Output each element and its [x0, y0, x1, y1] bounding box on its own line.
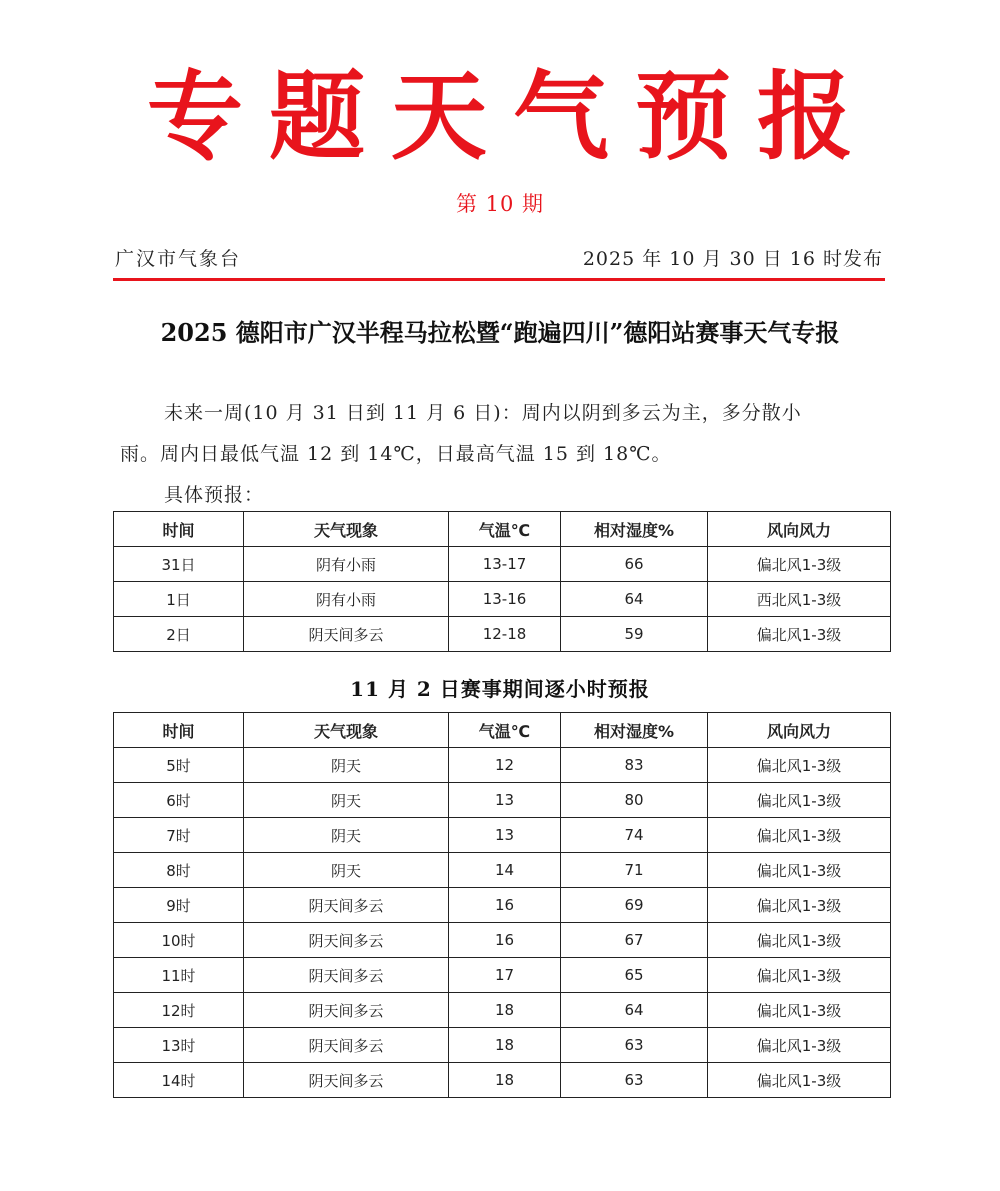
cell-temperature: 13 — [449, 783, 561, 818]
issue-number: 第 10 期 — [455, 192, 545, 216]
cell-wind: 偏北风1-3级 — [708, 1028, 891, 1063]
cell-wind: 偏北风1-3级 — [708, 818, 891, 853]
table-row — [114, 1063, 891, 1098]
cell-time: 6时 — [114, 783, 244, 818]
cell-wind: 偏北风1-3级 — [708, 923, 891, 958]
table-row — [114, 853, 891, 888]
table-row — [114, 888, 891, 923]
header-time: 时间 — [114, 713, 244, 748]
body-line-1: 未来一周(10 月 31 日到 11 月 6 日)：周内以阴到多云为主，多分散小 — [164, 402, 802, 424]
cell-time: 1日 — [114, 582, 244, 617]
cell-weather: 阴天间多云 — [244, 1063, 449, 1098]
cell-wind: 偏北风1-3级 — [708, 888, 891, 923]
masthead-char: 专 — [147, 61, 243, 173]
cell-weather: 阴天 — [244, 783, 449, 818]
masthead-char: 报 — [757, 61, 853, 173]
cell-humidity: 59 — [561, 617, 708, 652]
cell-temperature: 17 — [449, 958, 561, 993]
cell-time: 12时 — [114, 993, 244, 1028]
body-line-2: 雨。周内日最低气温 12 到 14℃，日最高气温 15 到 18℃。 — [120, 443, 672, 465]
header-wind: 风向风力 — [708, 512, 891, 547]
cell-humidity: 67 — [561, 923, 708, 958]
cell-humidity: 66 — [561, 547, 708, 582]
cell-weather: 阴天间多云 — [244, 993, 449, 1028]
cell-temperature: 18 — [449, 1028, 561, 1063]
cell-wind: 偏北风1-3级 — [708, 958, 891, 993]
cell-weather: 阴天间多云 — [244, 617, 449, 652]
cell-time: 2日 — [114, 617, 244, 652]
hourly-forecast-table — [113, 712, 891, 1098]
table-row — [114, 547, 891, 582]
cell-humidity: 63 — [561, 1028, 708, 1063]
cell-temperature: 18 — [449, 1063, 561, 1098]
weekly-forecast-table — [113, 511, 891, 652]
cell-humidity: 74 — [561, 818, 708, 853]
cell-wind: 偏北风1-3级 — [708, 853, 891, 888]
table-header-row — [114, 713, 891, 748]
cell-temperature: 16 — [449, 888, 561, 923]
cell-humidity: 64 — [561, 993, 708, 1028]
release-time: 2025 年 10 月 30 日 16 时发布 — [582, 248, 883, 270]
cell-temperature: 13-17 — [449, 547, 561, 582]
cell-temperature: 12-18 — [449, 617, 561, 652]
cell-time: 11时 — [114, 958, 244, 993]
cell-wind: 西北风1-3级 — [708, 582, 891, 617]
cell-weather: 阴有小雨 — [244, 547, 449, 582]
cell-temperature: 14 — [449, 853, 561, 888]
cell-humidity: 63 — [561, 1063, 708, 1098]
table-header-row — [114, 512, 891, 547]
table-row — [114, 923, 891, 958]
cell-wind: 偏北风1-3级 — [708, 1063, 891, 1098]
cell-humidity: 69 — [561, 888, 708, 923]
cell-temperature: 18 — [449, 993, 561, 1028]
cell-humidity: 71 — [561, 853, 708, 888]
header-temperature: 气温℃ — [449, 713, 561, 748]
cell-weather: 阴天间多云 — [244, 1028, 449, 1063]
cell-time: 7时 — [114, 818, 244, 853]
header-humidity: 相对湿度% — [561, 512, 708, 547]
header-weather: 天气现象 — [244, 713, 449, 748]
table-row — [114, 748, 891, 783]
cell-wind: 偏北风1-3级 — [708, 783, 891, 818]
masthead-char: 预 — [635, 61, 731, 173]
cell-time: 5时 — [114, 748, 244, 783]
issuer-row — [113, 244, 883, 274]
header-time: 时间 — [114, 512, 244, 547]
masthead-char: 气 — [513, 61, 609, 173]
masthead-char: 题 — [269, 61, 365, 173]
cell-wind: 偏北风1-3级 — [708, 547, 891, 582]
cell-time: 31日 — [114, 547, 244, 582]
cell-time: 14时 — [114, 1063, 244, 1098]
cell-time: 9时 — [114, 888, 244, 923]
cell-weather: 阴天间多云 — [244, 923, 449, 958]
table-row — [114, 993, 891, 1028]
table-row — [114, 617, 891, 652]
cell-weather: 阴天间多云 — [244, 958, 449, 993]
cell-temperature: 13-16 — [449, 582, 561, 617]
cell-time: 13时 — [114, 1028, 244, 1063]
table-row — [114, 1028, 891, 1063]
masthead-char: 天 — [391, 61, 487, 173]
cell-time: 8时 — [114, 853, 244, 888]
red-divider — [113, 278, 885, 281]
cell-temperature: 13 — [449, 818, 561, 853]
masthead-title — [0, 62, 1000, 172]
cell-weather: 阴有小雨 — [244, 582, 449, 617]
cell-humidity: 80 — [561, 783, 708, 818]
table-row — [114, 582, 891, 617]
issuer-name: 广汉市气象台 — [115, 248, 242, 270]
table-row — [114, 818, 891, 853]
cell-weather: 阴天 — [244, 853, 449, 888]
cell-wind: 偏北风1-3级 — [708, 993, 891, 1028]
header-weather: 天气现象 — [244, 512, 449, 547]
cell-weather: 阴天间多云 — [244, 888, 449, 923]
header-wind: 风向风力 — [708, 713, 891, 748]
cell-weather: 阴天 — [244, 748, 449, 783]
cell-humidity: 64 — [561, 582, 708, 617]
cell-wind: 偏北风1-3级 — [708, 748, 891, 783]
body-line-3: 具体预报： — [164, 484, 265, 506]
cell-wind: 偏北风1-3级 — [708, 617, 891, 652]
cell-weather: 阴天 — [244, 818, 449, 853]
table-row — [114, 958, 891, 993]
header-temperature: 气温℃ — [449, 512, 561, 547]
header-humidity: 相对湿度% — [561, 713, 708, 748]
cell-humidity: 83 — [561, 748, 708, 783]
cell-humidity: 65 — [561, 958, 708, 993]
table-row — [114, 783, 891, 818]
hourly-forecast-title: 11 月 2 日赛事期间逐小时预报 — [350, 677, 650, 701]
cell-temperature: 12 — [449, 748, 561, 783]
cell-temperature: 16 — [449, 923, 561, 958]
document-title: 2025 德阳市广汉半程马拉松暨“跑遍四川”德阳站赛事天气专报 — [160, 318, 840, 347]
cell-time: 10时 — [114, 923, 244, 958]
